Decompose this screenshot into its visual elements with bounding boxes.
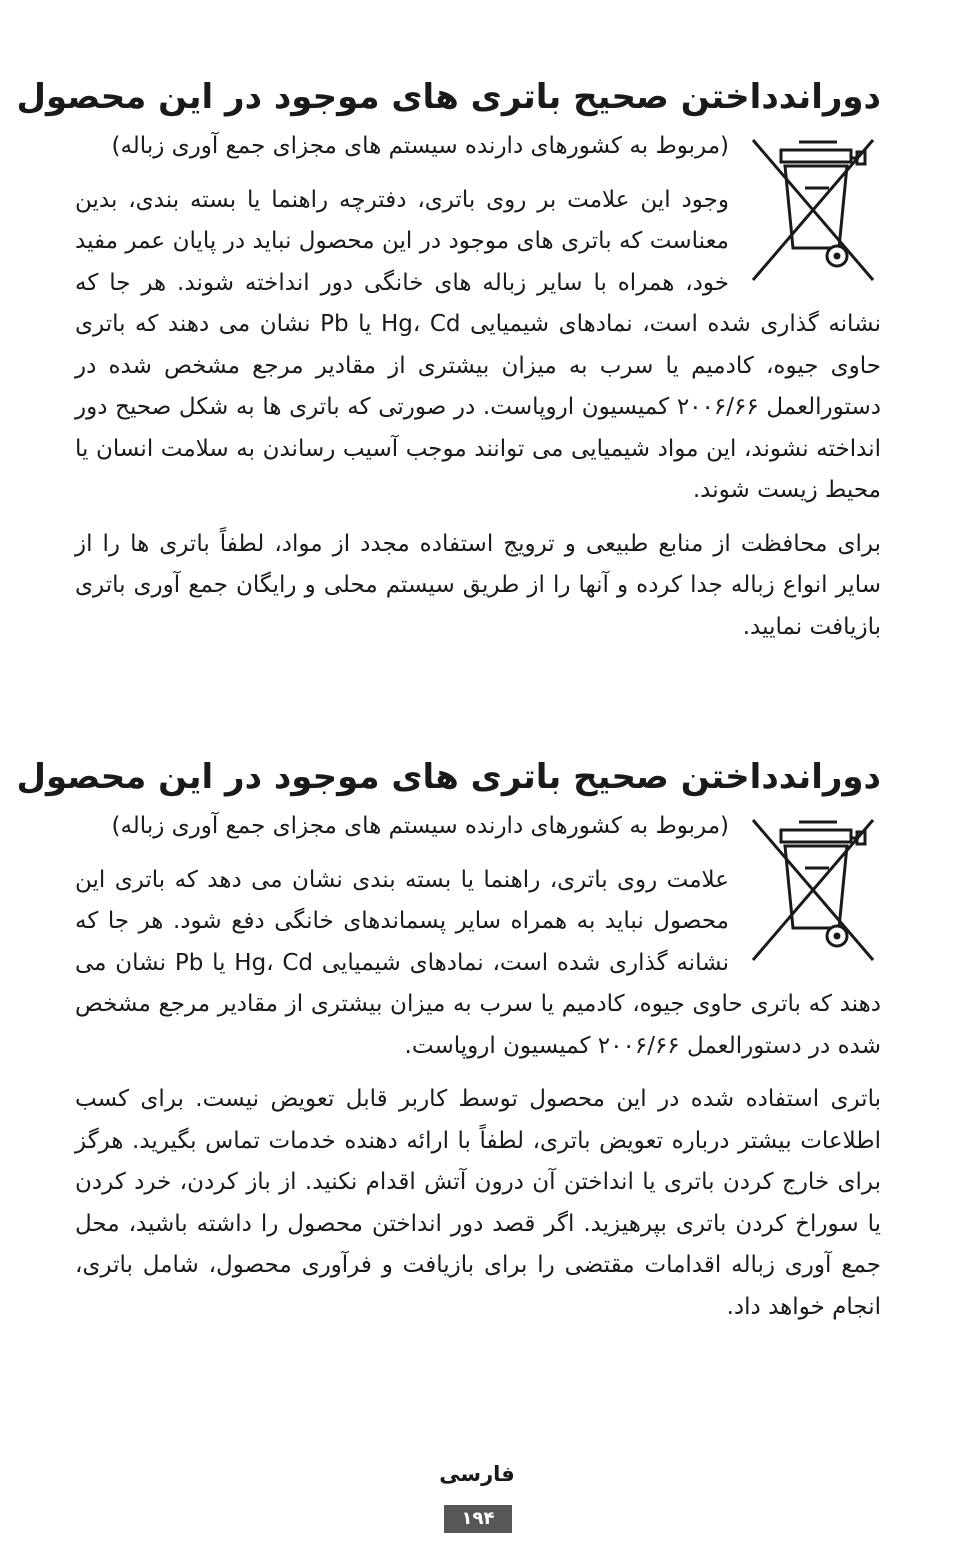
crossed-out-wheeled-bin-icon [745,132,881,284]
body-text: وجود این علامت بر روی باتری، دفترچه راهنما یا بسته بندی، بدین معناست که باتری های موجود در این محصول نباید در پایان عمر مفید خود، همراه با سایر زباله های خانگی دور انداخته شوند. هر جا که نشانه گذاری شده است، نمادهای شیمیایی Hg، Cd یا Pb نشان می دهند که باتری حاوی جیوه، کادمیم یا سرب به میزان بیشتری از مقادیر مرجع مشخص شده در دستورالعمل ۲۰۰۶/۶۶ کمیسیون اروپاست. در صورتی که باتری ها به شکل صحیح دور انداخته نشوند، این مواد شیمیایی می توانند موجب آسیب رساندن به سلامت انسان یا محیط زیست شوند. [75,186,882,503]
intro-text: (مربوط به کشورهای دارنده سیستم های مجزای جمع آوری زباله) [111,133,729,159]
replacement-text: باتری استفاده شده در این محصول توسط کاربر قابل تعویض نیست. برای کسب اطلاعات بیشتر درباره تعویض باتری، لطفاً با ارائه دهنده خدمات تماس بگیرید. هرگز برای خارج کردن باتری یا انداختن آن درون آتش اقدام نکنید. از باز کردن، خرد کردن یا سوراخ کردن باتری بپرهیزید. اگر قصد دور انداختن محصول را داشته باشید، محل جمع آوری زباله اقدامات مقتضی را برای بازیافت و فرآوری محصول، شامل باتری، انجام خواهد داد. [75,1086,881,1320]
recycling-text: برای محافظت از منابع طبیعی و ترویج استفاده مجدد از مواد، لطفاً باتری ها را از سایر انواع زباله جدا کرده و آنها را از طریق سیستم محلی و رایگان جمع آوری باتری بازیافت نمایید. [75,530,881,640]
crossed-out-wheeled-bin-icon [745,812,881,964]
battery-disposal-section-2 [16,752,881,1328]
page-number-badge: ۱۹۴ [444,1505,512,1533]
intro-text: (مربوط به کشورهای دارنده سیستم های مجزای جمع آوری زباله) [111,813,729,839]
section-title: دوراندداختن صحیح باتری های موجود در این محصول [16,77,881,117]
battery-disposal-section-1 [16,72,882,648]
section-title: دوراندداختن صحیح باتری های موجود در این محصول [16,757,881,797]
footer-language-label: فارسی [439,1462,515,1486]
body-text: علامت روی باتری، راهنما یا بسته بندی نشان می دهد که باتری این محصول نباید به همراه سایر پسماندهای خانگی دفع شود. هر جا که نشانه گذاری شده است، نمادهای شیمیایی Hg، Cd یا Pb نشان می دهند که باتری حاوی جیوه، کادمیم یا سرب به میزان بیشتری از مقادیر مرجع مشخص شده در دستورالعمل ۲۰۰۶/۶۶ کمیسیون اروپاست. [75,866,881,1059]
